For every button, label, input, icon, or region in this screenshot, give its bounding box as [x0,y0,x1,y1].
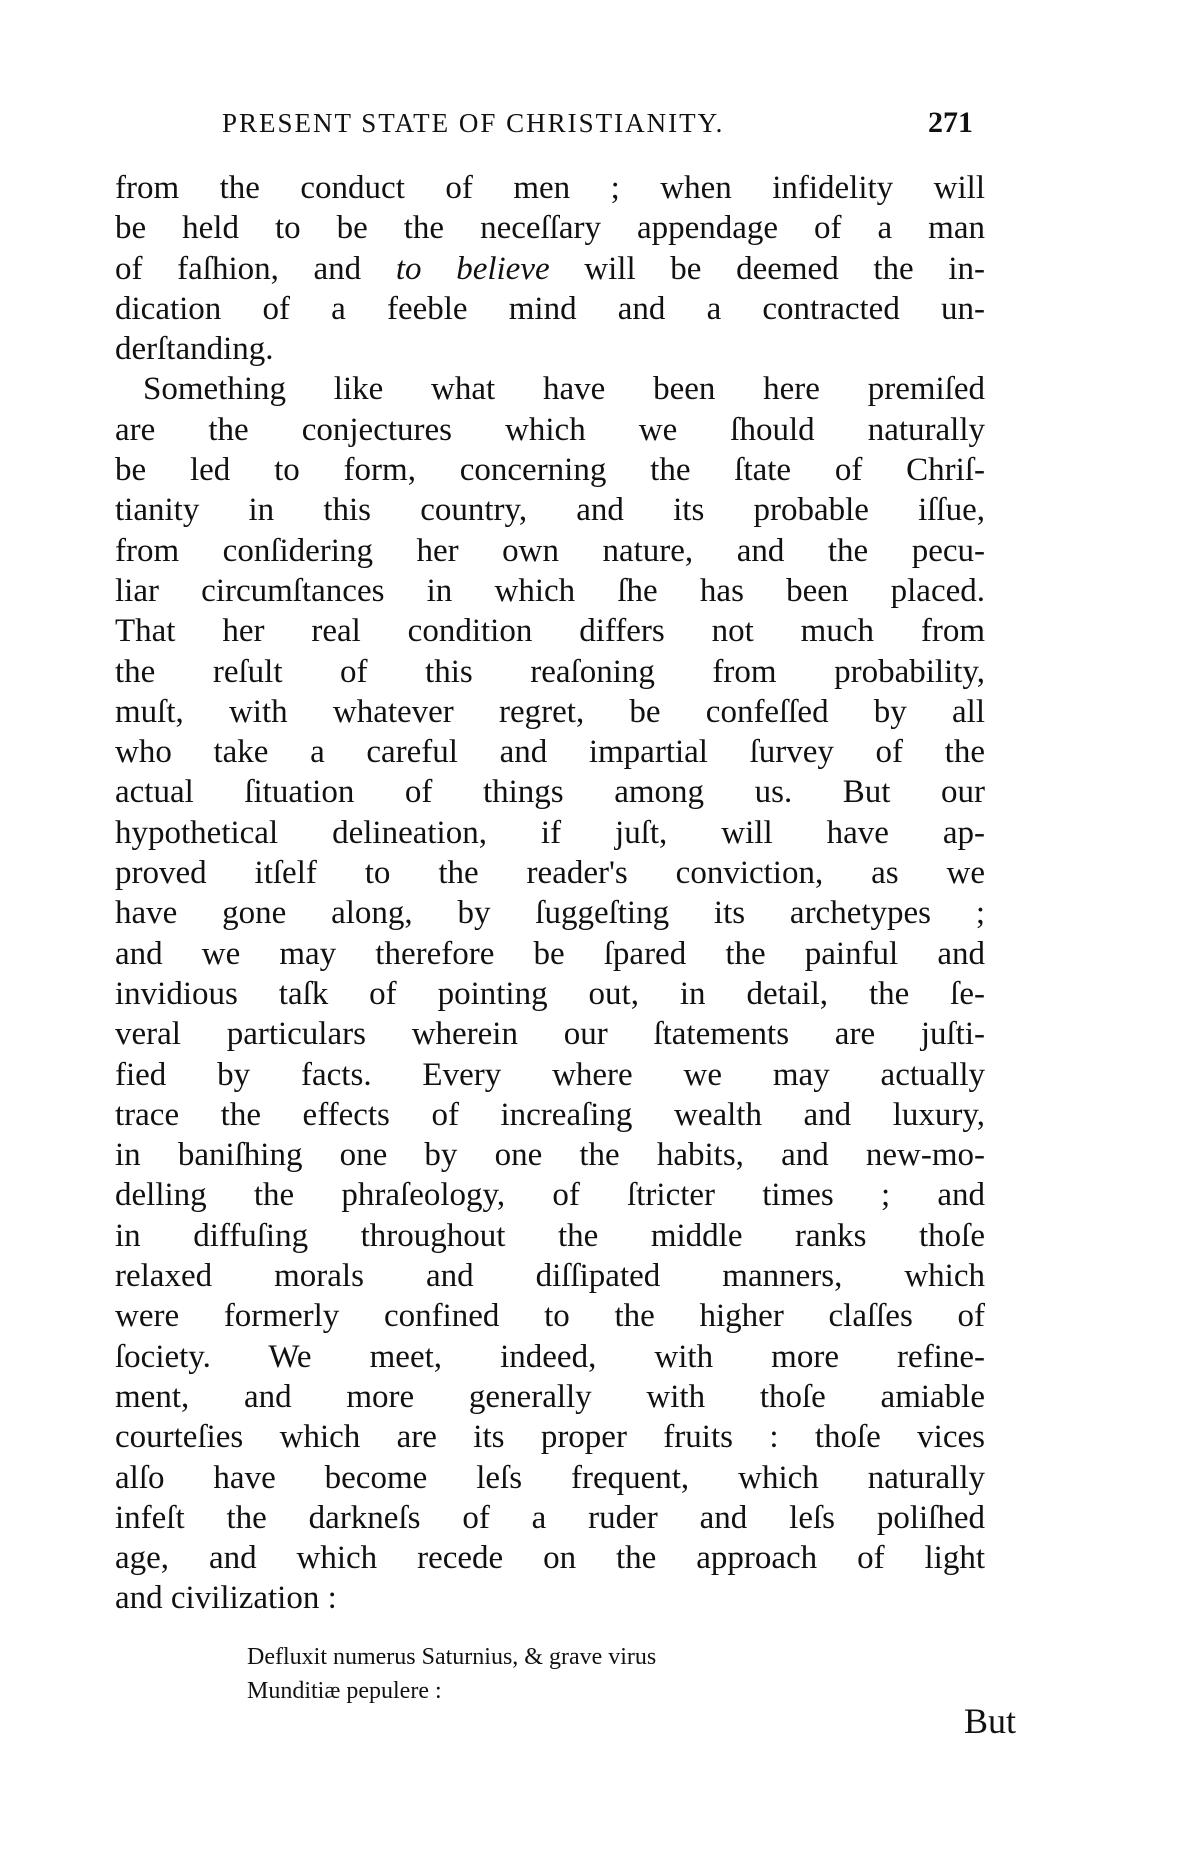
text-line: liar circumſtances in which ſhe has been placed. [115,572,985,609]
text-line: in diffuſing throughout the middle ranks thoſe [115,1217,985,1254]
italic-phrase: to believe [395,250,550,287]
body-text [115,168,985,1619]
text-line: dication of a feeble mind and a contracted un- [115,290,985,327]
running-head: PRESENT STATE OF CHRISTIANITY. [222,108,725,138]
text-line: relaxed morals and diſſipated manners, which [115,1258,985,1295]
text-line: delling the phraſeology, of ſtricter times ; and [115,1177,985,1214]
text-line: hypothetical delineation, if juſt, will have ap- [115,814,985,851]
text-line: and we may therefore be ſpared the painful and [115,935,985,972]
text-line: ment, and more generally with thoſe amiable [115,1378,985,1415]
text-line: age, and which recede on the approach of light [115,1540,985,1577]
text-line: infeſt the darkneſs of a ruder and leſs poliſhed [115,1499,985,1536]
text-line: from the conduct of men ; when infidelity will [115,170,985,206]
text-line: That her real condition differs not much from [115,613,985,650]
text-line: proved itſelf to the reader's conviction, as we [115,855,985,892]
text-line: actual ſituation of things among us. But our [115,774,985,811]
text-line: who take a careful and impartial ſurvey of the [115,734,985,771]
text-line: were formerly confined to the higher claſſes of [115,1298,985,1335]
text-line: courteſies which are its proper fruits : thoſe vices [115,1419,985,1456]
page-number: 271 [928,106,973,139]
text-line: have gone along, by ſuggeſting its archetypes ; [115,895,985,932]
latin-quotation [247,1640,656,1708]
text-line: Something like what have been here premiſed [143,371,985,408]
catchword: But [964,1701,1017,1741]
text-line: veral particulars wherein our ſtatements are juſti- [115,1016,985,1053]
text-line: invidious taſk of pointing out, in detail, the ſe- [115,975,985,1012]
text-line: in baniſhing one by one the habits, and new-mo- [115,1137,985,1174]
text-line: fied by facts. Every where we may actually [115,1056,985,1093]
text-line: trace the effects of increaſing wealth and luxury, [115,1096,985,1133]
text-line: ſociety. We meet, indeed, with more refine- [115,1338,985,1375]
text-line: from conſidering her own nature, and the pecu- [115,532,985,569]
quotation-line: Defluxit numerus Saturnius, & grave virus [247,1644,657,1670]
text-line: the reſult of this reaſoning from probability, [115,653,985,690]
text-line: be held to be the neceſſary appendage of a man [115,210,985,247]
text-line: and civilization : [115,1580,337,1617]
text-line: of faſhion, and to believe will be deemed the in- [115,250,986,287]
quotation-line: Munditiæ pepulere : [247,1678,442,1704]
text-line: are the conjectures which we ſhould naturally [115,411,985,448]
text-line: tianity in this country, and its probable iſſue, [115,492,985,529]
text-line: alſo have become leſs frequent, which naturally [115,1459,985,1496]
text-line: derſtanding. [115,331,274,368]
text-line: be led to form, concerning the ſtate of Chriſ- [115,452,985,489]
text-line: muſt, with whatever regret, be confeſſed by all [115,693,985,730]
